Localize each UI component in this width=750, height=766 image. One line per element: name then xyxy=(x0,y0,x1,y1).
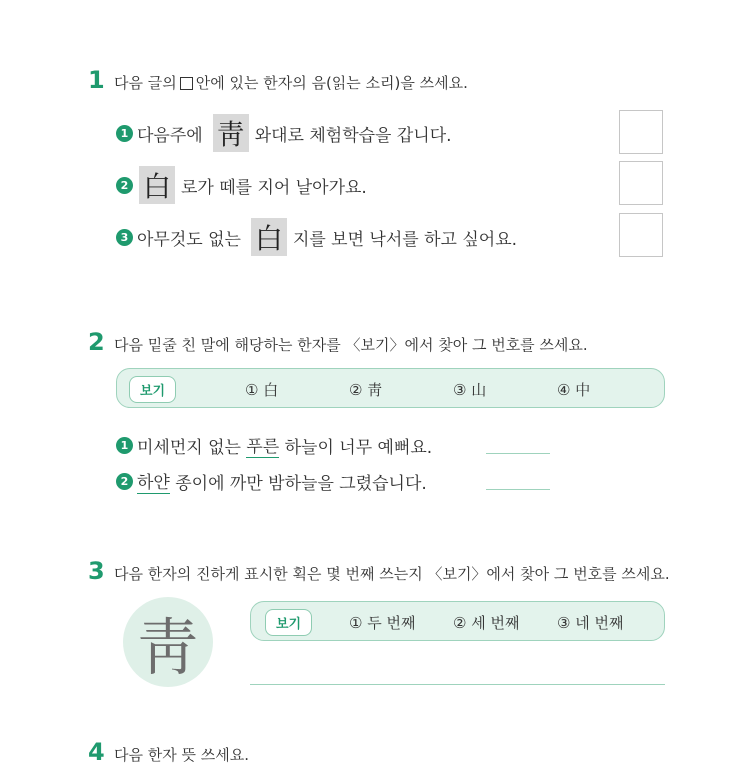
q1-item-1 xyxy=(116,114,452,152)
q2-option-1: ① 白 xyxy=(245,381,279,399)
q1-item-1-before: 다음주에 xyxy=(137,125,203,146)
q2-instruction: 다음 밑줄 친 말에 해당하는 한자를 〈보기〉에서 찾아 그 번호를 쓰세요. xyxy=(114,336,588,354)
q1-item-3 xyxy=(116,218,517,256)
q1-instruction-before: 다음 글의 xyxy=(114,74,177,92)
q2-item-2-after: 종이에 까만 밤하늘을 그렸습니다. xyxy=(169,473,427,494)
q2-option-4: ④ 中 xyxy=(557,381,591,399)
q3-option-2: ② 세 번째 xyxy=(453,614,520,632)
q3-option-3: ③ 네 번째 xyxy=(557,614,624,632)
q1-item-3-after: 지를 보면 낙서를 하고 싶어요. xyxy=(292,229,518,250)
q1-answer-box-2[interactable] xyxy=(619,161,663,205)
q1-instruction xyxy=(114,72,468,93)
q2-option-2: ② 靑 xyxy=(349,381,383,399)
q2-bogi-label: 보기 xyxy=(129,376,176,403)
q3-option-1: ① 두 번째 xyxy=(349,614,416,632)
q1-answer-box-3[interactable] xyxy=(619,213,663,257)
q1-instruction-after: 안에 있는 한자의 음(읽는 소리)을 쓰세요. xyxy=(195,74,468,92)
q2-item-1-after: 하늘이 너무 예뻐요. xyxy=(279,437,433,458)
q1-item-1-hanja: 靑 xyxy=(213,114,249,152)
q1-item-2 xyxy=(116,166,367,204)
q4-number: 4 xyxy=(88,738,105,766)
item-number-badge: 2 xyxy=(116,177,133,194)
item-number-badge: 2 xyxy=(116,473,133,490)
q1-item-3-hanja: 白 xyxy=(251,218,287,256)
item-number-badge: 1 xyxy=(116,125,133,142)
q3-bogi-label: 보기 xyxy=(265,609,312,636)
q2-item-1 xyxy=(116,432,432,458)
q2-answer-line-2[interactable] xyxy=(486,488,550,490)
q3-instruction: 다음 한자의 진하게 표시한 획은 몇 번째 쓰는지 〈보기〉에서 찾아 그 번호를 쓰세요. xyxy=(114,565,670,583)
q2-item-2-underlined: 하얀 xyxy=(137,468,170,494)
item-number-badge: 3 xyxy=(116,229,133,246)
q1-answer-box-1[interactable] xyxy=(619,110,663,154)
q2-option-3: ③ 山 xyxy=(453,381,487,399)
q3-number: 3 xyxy=(88,557,105,585)
q3-answer-line[interactable] xyxy=(250,684,665,685)
q1-item-3-before: 아무것도 없는 xyxy=(137,229,241,250)
q3-bogi-box xyxy=(250,601,665,641)
q2-item-1-before: 미세먼지 없는 xyxy=(137,437,247,458)
q1-item-2-after: 로가 떼를 지어 날아가요. xyxy=(181,177,367,198)
item-number-badge: 1 xyxy=(116,437,133,454)
q3-hanja-circle: 靑 xyxy=(123,597,213,687)
q1-item-1-after: 와대로 체험학습을 갑니다. xyxy=(254,125,452,146)
q1-item-2-hanja: 白 xyxy=(139,166,175,204)
q2-item-1-underlined: 푸른 xyxy=(246,432,279,458)
q2-item-2 xyxy=(116,468,427,494)
q1-number: 1 xyxy=(88,66,105,94)
q2-bogi-box xyxy=(116,368,665,408)
q2-answer-line-1[interactable] xyxy=(486,452,550,454)
square-box-icon xyxy=(180,77,193,90)
q2-number: 2 xyxy=(88,328,105,356)
q4-instruction: 다음 한자 뜻 쓰세요. xyxy=(114,746,249,764)
